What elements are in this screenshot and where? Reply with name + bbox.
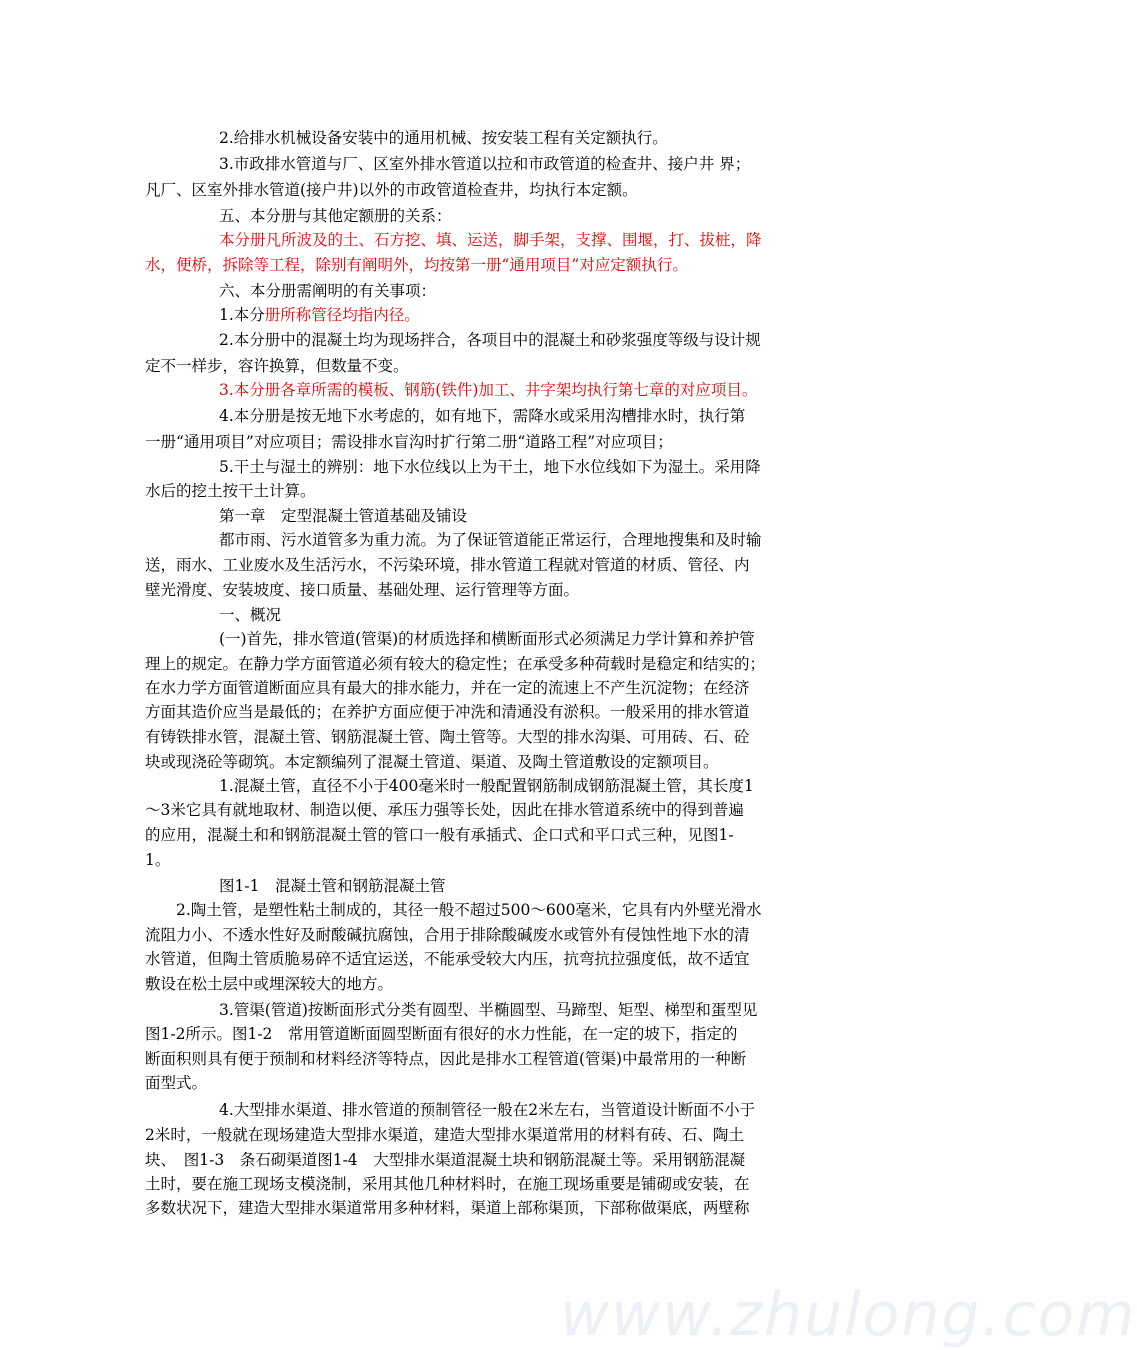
text-line: 壁光滑度、安装坡度、接口质量、基础处理、运行管理等方面。: [145, 581, 580, 599]
text-line: 凡厂、区室外排水管道(接户井)以外的市政管道检查井，均执行本定额。: [145, 181, 638, 199]
text-line: 的应用，混凝土和和钢筋混凝土管的管口一般有承插式、企口式和平口式三种，见图1-: [145, 826, 734, 844]
text-line: 定不一样步，容许换算，但数量不变。: [145, 357, 409, 375]
text-segment: 1.本分: [219, 306, 265, 324]
text-line: 面型式。: [145, 1074, 208, 1092]
text-line: 都市雨、污水道管多为重力流。为了保证管道能正常运行，合理地搜集和及时输: [219, 531, 762, 549]
text-line-highlighted: 水，便桥，拆除等工程，除别有阐明外，均按第一册“通用项目”对应定额执行。: [145, 256, 688, 274]
text-line: 4.本分册是按无地下水考虑的，如有地下，需降水或采用沟槽排水时，执行第: [219, 407, 746, 425]
text-line: 2.本分册中的混凝土均为现场拌合，各项目中的混凝土和砂浆强度等级与设计规: [219, 331, 761, 349]
text-segment-highlighted: 册所称管径均指内径。: [264, 306, 420, 324]
text-line: 水后的挖土按干土计算。: [145, 482, 316, 500]
text-line: 送，雨水、工业废水及生活污水，不污染环境，排水管道工程就对管道的材质、管径、内: [145, 556, 750, 574]
text-line-highlighted: 本分册凡所波及的土、石方挖、填、运送，脚手架，支撑、围堰，打、拔桩，降: [219, 231, 762, 249]
figure-caption: 图1-1 混凝土管和钢筋混凝土管: [219, 877, 446, 895]
text-line: 2.给排水机械设备安装中的通用机械、按安装工程有关定额执行。: [219, 129, 668, 147]
text-line: 3.管渠(管道)按断面形式分类有圆型、半椭圆型、马蹄型、矩型、梯型和蛋型见: [219, 1001, 758, 1019]
section-heading: 五、本分册与其他定额册的关系：: [219, 207, 452, 225]
text-line: 水管道，但陶土管质脆易碎不适宜运送，不能承受较大内压，抗弯抗拉强度低，故不适宜: [145, 950, 750, 968]
text-line: 2米时，一般就在现场建造大型排水渠道，建造大型排水渠道常用的材料有砖、石、陶土: [145, 1126, 744, 1144]
text-line: (一)首先，排水管道(管渠)的材质选择和横断面形式必须满足力学计算和养护管: [219, 630, 755, 648]
watermark-text: www.zhulong.com: [560, 1280, 1137, 1350]
text-line: 1.混凝土管，直径不小于400毫米时一般配置钢筋制成钢筋混凝土管，其长度1: [219, 777, 754, 795]
text-line: 图1-2所示。图1-2 常用管道断面圆型断面有很好的水力性能，在一定的坡下，指定的: [145, 1025, 738, 1043]
section-heading: 一、概况: [219, 606, 282, 624]
text-line: 一册“通用项目”对应项目；需设排水盲沟时扩行第二册“道路工程”对应项目；: [145, 433, 673, 451]
text-line: 多数状况下，建造大型排水渠道常用多种材料，渠道上部称渠顶，下部称做渠底，两壁称: [145, 1199, 750, 1217]
text-line: 2.陶土管，是塑性粘土制成的，其径一般不超过500～600毫米，它具有内外壁光滑水: [176, 901, 762, 919]
text-line: 土时，要在施工现场支模浇制，采用其他几种材料时，在施工现场重要是铺砌或安装，在: [145, 1175, 750, 1193]
text-line-mixed: [219, 305, 420, 325]
text-line: 4.大型排水渠道、排水管道的预制管径一般在2米左右，当管道设计断面不小于: [219, 1101, 756, 1119]
watermark-logo: [560, 1280, 1137, 1350]
text-line: 3.市政排水管道与厂、区室外排水管道以拉和市政管道的检查井、接户井 界；: [219, 155, 751, 173]
text-line: 敷设在松土层中或埋深较大的地方。: [145, 975, 394, 993]
text-line: 断面积则具有便于预制和材料经济等特点，因此是排水工程管道(管渠)中最常用的一种断: [145, 1050, 747, 1068]
chapter-heading: 第一章 定型混凝土管道基础及铺设: [219, 507, 468, 525]
text-line: ～3米它具有就地取材、制造以便、承压力强等长处，因此在排水管道系统中的得到普遍: [145, 801, 744, 819]
text-line: 5.干土与湿土的辨别：地下水位线以上为干土，地下水位线如下为湿土。采用降: [219, 458, 761, 476]
text-line: 1。: [145, 851, 171, 869]
text-line: 块或现浇砼等砌筑。本定额编列了混凝土管道、渠道、及陶土管道敷设的定额项目。: [145, 753, 719, 771]
text-line-highlighted: 3.本分册各章所需的模板、钢筋(铁件)加工、井字架均执行第七章的对应项目。: [219, 381, 758, 399]
text-line: 有铸铁排水管，混凝土管、钢筋混凝土管、陶土管等。大型的排水沟渠、可用砖、石、砼: [145, 728, 750, 746]
text-line: 流阻力小、不透水性好及耐酸碱抗腐蚀，合用于排除酸碱废水或管外有侵蚀性地下水的清: [145, 926, 750, 944]
text-line: 块、 图1-3 条石砌渠道图1-4 大型排水渠道混凝土块和钢筋混凝土等。采用钢筋混凝: [145, 1151, 746, 1169]
section-heading: 六、本分册需阐明的有关事项：: [219, 282, 437, 300]
text-line: 在水力学方面管道断面应具有最大的排水能力，并在一定的流速上不产生沉淀物；在经济: [145, 679, 750, 697]
text-line: 理上的规定。在静力学方面管道必须有较大的稳定性；在承受多种荷载时是稳定和结实的；: [145, 655, 766, 673]
text-line: 方面其造价应当是最低的；在养护方面应便于冲洗和清通没有淤积。一般采用的排水管道: [145, 703, 750, 721]
